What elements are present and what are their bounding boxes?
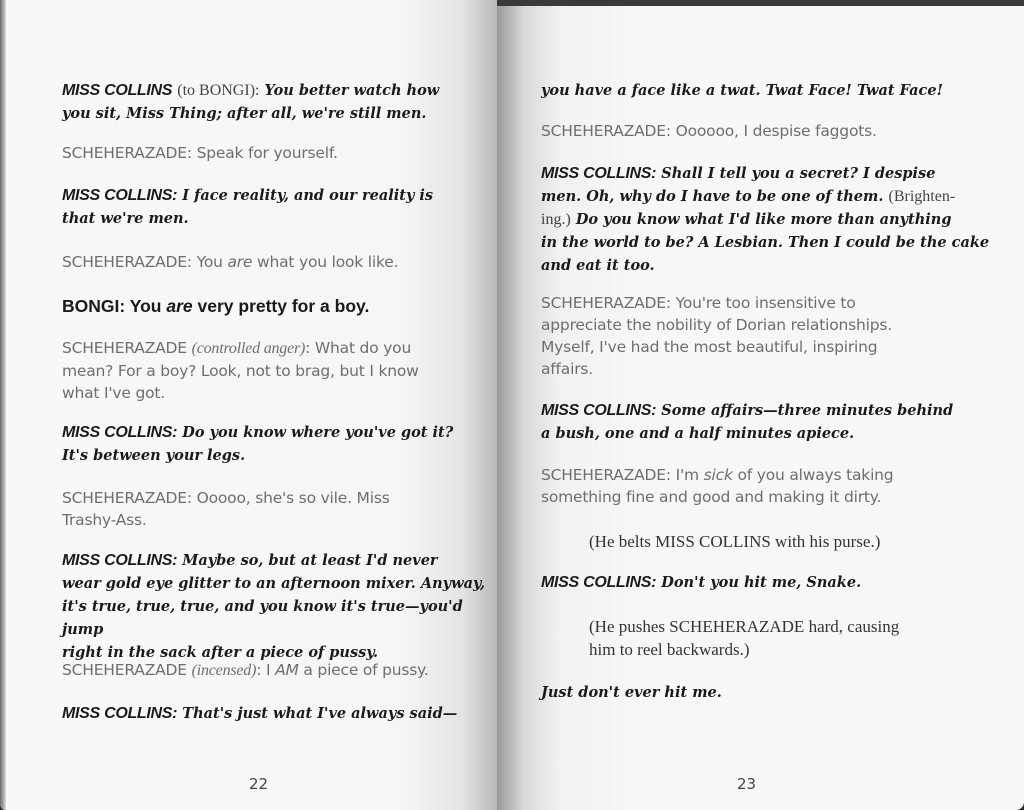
line: SCHEHERAZADE: I'm [541, 466, 704, 484]
line: : I [256, 661, 276, 679]
line: in the world to be? A Lesbian. Then I could be the cake [541, 234, 990, 251]
speaker-name: MISS COLLINS: [62, 705, 178, 722]
dialogue-scheherazade-3 [62, 337, 419, 404]
dialogue-miss-collins-6 [541, 162, 989, 277]
stage-direction-1 [589, 530, 880, 553]
dialogue-miss-collins-9 [541, 681, 722, 704]
line: affairs. [541, 360, 593, 378]
speaker-name: SCHEHERAZADE [62, 339, 187, 357]
line: It's between your legs. [62, 447, 246, 464]
line: Do you know what I'd like more than anything [575, 211, 952, 228]
line: men. Oh, why do I have to be one of them. [541, 188, 884, 205]
line: You better watch how [264, 82, 440, 99]
dialogue-bongi [62, 294, 369, 318]
stage-direction: (incensed) [191, 662, 257, 679]
line: That's just what I've always said— [182, 705, 458, 722]
left-page [0, 0, 497, 810]
line: Do you know where you've got it? [182, 424, 454, 441]
stage-direction: (Brighten- [888, 188, 956, 205]
line: what you look like. [252, 253, 399, 271]
line: Just don't ever hit me. [541, 684, 722, 701]
line: mean? For a boy? Look, not to brag, but I know [62, 362, 419, 380]
line: and eat it too. [541, 257, 655, 274]
line: SCHEHERAZADE: Oooooo, I despise faggots. [541, 122, 877, 140]
emphasis: are [227, 253, 253, 271]
line: I face reality, and our reality is [182, 187, 434, 204]
emphasis: AM [275, 661, 299, 679]
line: SCHEHERAZADE: You're too insensitive to [541, 294, 856, 312]
line: a bush, one and a half minutes apiece. [541, 425, 855, 442]
speaker-name: MISS COLLINS: [541, 402, 657, 419]
line: SCHEHERAZADE: Speak for yourself. [62, 144, 338, 162]
dialogue-miss-collins-3 [62, 421, 453, 467]
speaker-name: MISS COLLINS: [541, 574, 657, 591]
speaker-name: MISS COLLINS: [62, 187, 178, 204]
dialogue-miss-collins-8 [541, 571, 861, 594]
line: Some affairs—three minutes behind [661, 402, 954, 419]
line: a piece of pussy. [298, 661, 429, 679]
line: it's true, true, true, and you know it's true—you'd jump [62, 598, 463, 638]
line: Maybe so, but at least I'd never [182, 552, 438, 569]
line: him to reel backwards.) [589, 640, 750, 659]
line: (He belts MISS COLLINS with his purse.) [589, 532, 881, 551]
line: Shall I tell you a secret? I despise [661, 165, 936, 182]
dialogue-scheherazade-8 [541, 464, 893, 508]
dialogue-miss-collins-2 [62, 184, 433, 230]
line: wear gold eye glitter to an afternoon mixer. Anyway, [62, 575, 486, 592]
line: that we're men. [62, 210, 189, 227]
line: what I've got. [62, 384, 165, 402]
dialogue-scheherazade-4 [62, 487, 390, 531]
stage-direction: (to BONGI): [177, 82, 260, 99]
line: SCHEHERAZADE: You [62, 253, 228, 271]
page-number: 23 [737, 775, 757, 793]
speaker-name: MISS COLLINS [62, 82, 173, 99]
line: Myself, I've had the most beautiful, inspiring [541, 338, 878, 356]
line: : What do you [305, 339, 412, 357]
dialogue-scheherazade-6 [541, 120, 877, 142]
stage-direction-2 [589, 615, 899, 661]
speaker-name: MISS COLLINS: [541, 165, 657, 182]
speaker-name: MISS COLLINS: [62, 424, 178, 441]
dialogue-scheherazade-2 [62, 251, 398, 273]
line: Trashy-Ass. [62, 511, 147, 529]
dialogue-miss-collins-5 [62, 702, 457, 725]
page-number: 22 [249, 775, 269, 793]
line: very pretty for a boy. [192, 296, 370, 316]
stage-direction: ing.) [541, 211, 571, 228]
dialogue-scheherazade-5 [62, 659, 429, 682]
speaker-name: MISS COLLINS: [62, 552, 178, 569]
line: Don't you hit me, Snake. [661, 574, 862, 591]
line: of you always taking [732, 466, 894, 484]
line: something fine and good and making it dirty. [541, 488, 882, 506]
right-page [497, 0, 1024, 810]
dialogue-miss-collins-1 [62, 79, 439, 125]
speaker-name: SCHEHERAZADE [62, 661, 187, 679]
line: right in the sack after a piece of pussy. [62, 644, 379, 661]
line: you have a face like a twat. Twat Face! Twat Face! [541, 82, 943, 99]
line: (He pushes SCHEHERAZADE hard, causing [589, 617, 900, 636]
line: you sit, Miss Thing; after all, we're still men. [62, 105, 427, 122]
page-edge [0, 0, 6, 810]
line: BONGI: You [62, 296, 167, 316]
stage-direction: (controlled anger) [191, 340, 306, 357]
dialogue-scheherazade-1 [62, 142, 338, 164]
line: appreciate the nobility of Dorian relationships. [541, 316, 892, 334]
dialogue-miss-collins-7 [541, 399, 953, 445]
dialogue-scheherazade-7 [541, 292, 892, 380]
dialogue-miss-collins-4 [62, 549, 497, 664]
top-edge [497, 0, 1024, 6]
emphasis: are [166, 296, 193, 316]
line: SCHEHERAZADE: Ooooo, she's so vile. Miss [62, 489, 390, 507]
dialogue-miss-collins-cont [541, 79, 943, 102]
emphasis: sick [703, 466, 733, 484]
